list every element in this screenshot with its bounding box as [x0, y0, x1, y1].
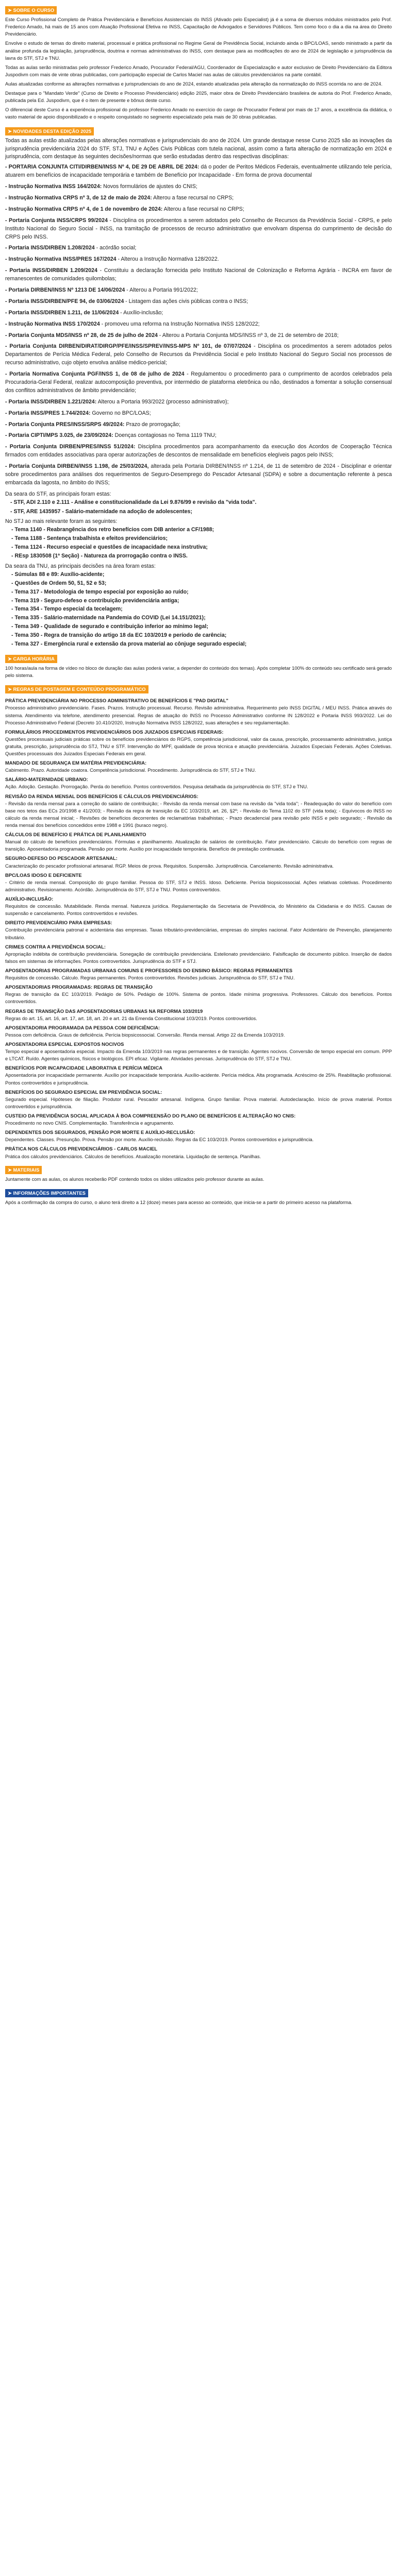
tnu-item: - Tema 349 - Qualidade de segurado e contribuição inferior ao mínimo legal;	[11, 623, 208, 630]
module-body: Prática dos cálculos previdenciários. Cálculos de benefícios. Atualização monetária. Liquidação de sentença. Planilhas.	[5, 1153, 261, 1159]
sobre-paragraph: O diferencial deste Curso é a experiência profissional do professor Frederico Amado no exercício do cargo de Procurador Federal por mais de 17 anos, a excelência da didática, o vasto material de apoio disponibilizado e o respeito conquistado no segmento especializado pela mais de 30 obras publicadas.	[5, 107, 392, 120]
module-title: AUXÍLIO-INCLUSÃO:	[5, 896, 54, 902]
novidade-item	[5, 298, 392, 306]
novidades-intro: Todas as aulas estão atualizadas pelas alterações normativas e jurisprudenciais do ano de 2024. Um grande destaque nesse Curso 2025 são as inovações da jurisprudência previdenciária 2024 do STF, STJ, TNU e Ações Civis Públicas com tutela nacional, assim como a farta alteração de normatização em 2024 e jurisprudência, com destaque às seguintes decisões/normas que serão estudadas dentro das respectivas disciplinas:	[5, 137, 392, 160]
stj-intro: No STJ ao mais relevante foram as seguintes:	[5, 518, 118, 525]
stf-line: - STF, ADI 2.110 e 2.111 - Análise e constitucionalidade da Lei 9.876/99 e revisão da "vida toda".	[10, 499, 257, 505]
novidade-item-title: - Portaria Normativa Conjunta PGF/INSS 1, de 08 de julho de 2024	[5, 371, 185, 378]
novidade-item-title: - Instrução Normativa CRPS nº 3, de 12 de maio de 2024:	[5, 194, 152, 201]
module-title: PRÁTICA PREVIDENCIÁRIA NO PROCESSO ADMINISTRATIVO DE BENEFÍCIOS E "PAD DIGITAL"	[5, 698, 228, 704]
module-title: CUSTEIO DA PREVIDÊNCIA SOCIAL APLICADA À BOA COMPREENSÃO DO PLANO DE BENEFÍCIOS E ALTERAÇÃO NO CNIS:	[5, 1112, 296, 1118]
novidade-item-text: - acórdão social;	[94, 245, 137, 251]
novidades-list	[5, 163, 392, 487]
novidade-item-text: Alterou a fase recursal no CRPS;	[162, 206, 244, 212]
module-title: BENEFÍCIOS DO SEGURADO ESPECIAL EM PREVIDÊNCIA SOCIAL:	[5, 1089, 162, 1095]
novidade-item-text: Alterou a Portaria 993/2022 (processo administrativo);	[96, 398, 229, 405]
novidade-item-text: - promoveu uma reforma na Instrução Normativa INSS 128/2022;	[100, 320, 260, 327]
novidade-item	[5, 256, 392, 264]
tnu-item: - Tema 319 - Seguro-defeso e contribuição previdenciária antiga;	[11, 597, 179, 604]
novidade-item-title: - Portaria Conjunta INSS/CRPS 99/2024	[5, 217, 108, 224]
section-novidades	[5, 123, 392, 649]
section-grade	[5, 681, 392, 1160]
module-title: APOSENTADORIAS PROGRAMADAS URBANAS COMUNS E PROFESSORES DO ENSINO BÁSICO: REGRAS PERMANENTES	[5, 968, 293, 973]
novidade-item	[5, 206, 392, 214]
novidade-item-text: - Disciplina os procedimentos a serem adotados pelos Departamentos de Perícia Médica Federal, pelo Conselho de Recursos da Previdência Social e pelo Instituto Nacional do Seguro Social nos processos de recurso administrativo, cujo objeto envolva análise médico-pericial;	[5, 343, 392, 366]
section-heading-materiais: ➤ MATERIAIS	[5, 1166, 42, 1174]
tnu-item: - Tema 327 - Emergência rural e extensão da prova material ao cônjuge segurado especial;	[11, 640, 247, 647]
module-title: REGRAS DE TRANSIÇÃO DAS APOSENTADORIAS URBANAS NA REFORMA 103/2019	[5, 1008, 203, 1014]
module-body: Questões processuais judiciais práticas sobre os benefícios previdenciários do RGPS, competência jurisdicional, valor da causa, prescrição, processamento administrativo, justiça gratuita, prescrição, jurisprudência do STJ, TNU e STF. Intervenção do MPF, qualidade de prova técnica e atuação previdenciária. Juizados Especiais Federais. Ações Coletivas. Questões processuais dos Juizados Especiais Federais em geral.	[5, 736, 392, 757]
module-body: Tempo especial e aposentadoria especial. Impacto da Emenda 103/2019 nas regras permanentes e de transição. Agentes nocivos. Conversão de tempo especial em comum. PPP e LTCAT. Ruído. Agentes químicos, físicos e biológicos. EPI eficaz. Vigilante. Atividades penosas. Jurisprudência do STF, STJ e TNU.	[5, 1048, 392, 1062]
novidade-item	[5, 267, 392, 283]
module-title: APOSENTADORIAS PROGRAMADAS: REGRAS DE TRANSIÇÃO	[5, 984, 153, 990]
module-title: DIREITO PREVIDENCIÁRIO PARA EMPRESAS:	[5, 920, 112, 926]
tnu-list	[5, 571, 392, 649]
module-body: Cabimento. Prazo. Autoridade coatora. Competência jurisdicional. Procedimento. Jurisprudência do STF, STJ e TNU.	[5, 767, 256, 773]
section-materiais	[5, 1162, 392, 1183]
module-body: Dependentes. Classes. Presunção. Prova. Pensão por morte. Auxílio-reclusão. Regras da EC 103/2019. Pontos controvertidos e jurisprudência.	[5, 1137, 314, 1143]
module-title: MANDADO DE SEGURANÇA EM MATÉRIA PREVIDENCIÁRIA:	[5, 760, 147, 766]
novidade-item-title: - Portaria Conjunta DIRBEN/INSS 1.198, de 25/03/2024,	[5, 463, 149, 470]
sobre-paragraph: Todas as aulas serão ministradas pelo professor Frederico Amado, Procurador Federal/AGU, Coordenador de Especialização e autor exclusivo de Direito Previdenciário da Editora Juspodivm com mais de vinte obras publicadas, com participação especial de Carlos Maciel nas aulas de cálculos previdenciários na parte contábil.	[5, 64, 392, 77]
stj-tema: - Tema 1124 - Recurso especial e questões de incapacidade nexa instrutiva;	[11, 544, 208, 551]
section-heading-importantes: ➤ INFORMAÇÕES IMPORTANTES	[5, 1189, 88, 1197]
module-title: REVISÃO DA RENDA MENSAL DOS BENEFÍCIOS E CÁLCULOS PREVIDENCIÁRIOS:	[5, 793, 198, 799]
novidade-item-title: - Portaria INSS/DIRBEN 1.208/2024	[5, 245, 95, 251]
section-heading-grade: ➤ REGRAS DE POSTAGEM E CONTEÚDO PROGRAMÁTICO	[5, 685, 148, 693]
module-body: - Critério de renda mensal. Composição do grupo familiar. Pessoa do STF, STJ e INSS. Idoso. Deficiente. Perícia biopsicossocial. Ações relativas coletivas. Procedimento administrativo. Revisionamento. Acórdão. Jurisprudência do STF, STJ e TNU. Pontos controvertidos.	[5, 879, 392, 892]
sobre-paragraph: Aulas atualizadas conforme as alterações normativas e jurisprudenciais do ano de 2024, estando atualizadas pela alteração da normatização do INSS ocorrida no ano de 2024.	[5, 80, 383, 87]
novidade-item-title: - Portaria INSS/DIRBEN 1.209/2024	[5, 267, 97, 274]
module-title: APOSENTADORIA PROGRAMADA DA PESSOA COM DEFICIÊNCIA:	[5, 1024, 160, 1030]
novidade-item-title: - Instrução Normativa INSS 170/2024	[5, 320, 100, 327]
sobre-paragraph: Destaque para o "Mandato Verde" (Curso de Direito e Processo Previdenciário) edição 2025, maior obra de Direito Previdenciário brasileira de autoria do Prof. Frederico Amado, publicada pela Ed. Juspodivm, que é o item de presente e bônus deste curso.	[5, 90, 392, 104]
novidade-item-text: Disciplina procedimentos para acompanhamento da execução dos Acordos de Cooperação Técnica firmados com entidades associativas para operar autorizações de descontos de mensalidade em benefícios elegíveis pagos pelo INSS;	[5, 444, 392, 459]
novidade-item	[5, 286, 392, 295]
stj-tema: - Tema 1140 - Reabrangência dos retro benefícios com DIB anterior a CF/1988;	[11, 527, 214, 533]
novidade-item	[5, 463, 392, 487]
module-body: Contribuição previdenciária patronal e acidentária das empresas. Taxas tributário-previdenciárias, empresas do simples nacional. Fator Acidentário de Prevenção, planejamento tributário.	[5, 927, 392, 940]
novidade-item	[5, 183, 392, 191]
novidade-item-text: - Listagem das ações civis públicas contra o INSS;	[124, 298, 249, 304]
novidade-item-title: - Portaria INSS/DIRBEN/PFE 94, de 03/06/2024	[5, 298, 124, 304]
section-sobre	[5, 2, 392, 121]
sobre-paragraph: Este Curso Profissional Completo de Prática Previdenciária e Benefícios Assistenciais do INSS (Ativado pelo Especialist) já é a soma de diversos módulos ministrados pelo Prof. Frederico Amado, há mais de 15 anos com Atuação Profissional Efetiva no INSS, Capacitação de Advogados e Servidores Públicos. Tem como foco o dia a dia na área do Direito Previdenciário.	[5, 16, 392, 37]
novidade-item-text: - Alterou a Portaria Conjunta MDS/INSS nº 3, de 21 de setembro de 2018;	[157, 332, 339, 338]
module-body: Ação. Adoção. Gestação. Prorrogação. Perda do benefício. Pontos controvertidos. Pesquisa detalhada da jurisprudência do STF, STJ e TNU.	[5, 784, 308, 790]
stj-tema: - REsp 1830508 (1ª Seção) - Natureza da prorrogação contra o INSS.	[11, 553, 188, 560]
stf-block	[5, 490, 392, 516]
novidade-item	[5, 217, 392, 242]
section-carga	[5, 651, 392, 679]
tnu-heading: Da seara da TNU, as principais decisões na área foram estas:	[5, 563, 156, 569]
section-heading-novidades: ➤ NOVIDADES DESTA EDIÇÃO 2025	[5, 127, 94, 135]
module-body: Procedimento no novo CNIS. Complementação. Transferência e agrupamento.	[5, 1120, 174, 1126]
novidade-item-title: - Portaria CIPTI/MPS 3.025, de 23/09/2024:	[5, 432, 113, 439]
novidade-item-text: - Auxílio-inclusão;	[119, 309, 163, 316]
novidade-item	[5, 194, 392, 202]
module-body: Regras do art. 15, art. 16, art. 17, art. 18, art. 20 e art. 21 da Emenda Constitucional 103/2019. Pontos controvertidos.	[5, 1015, 257, 1021]
novidade-item-title: - Portaria INSS/DIRBEN 1.221/2024:	[5, 398, 97, 405]
section-heading-sobre: ➤ SOBRE O CURSO	[5, 6, 57, 14]
tnu-item: - Tema 350 - Regra de transição do artigo 18 da EC 103/2019 e período de carência;	[11, 632, 227, 639]
novidade-item-title: - Portaria Conjunta DIRBEN/PRES/INSS 51/2024:	[5, 444, 136, 450]
stf-line: Da seara do STF, as principais foram estas:	[5, 490, 111, 497]
novidade-item-text: - Disciplinar e orientar sobre procedimentos para análises dos requerimentos de Seguro-Desemprego do Pescador Artesanal (SDPA) e sobre a documentação referente à pesca embarcada da lagosta, no âmbito do INSS;	[5, 463, 392, 486]
module-body: - Revisão da renda mensal para a correção do salário de contribuição; - Revisão da renda mensal com base na revisão da "vida toda"; - Readequação do valor do benefício com base nos tetos das ECs 20/1998 e 41/2003; - Revisão da regra de transição da EC 103/2019, art. 26, §2º; - Revisão do Tema 1102 do STF (vida toda); - Equívocos do INSS no cálculo da renda mensal inicial; - Revisões de benefícios decorrentes de reclamatórias trabalhistas; - Prazo decadencial para revisão pelo INSS e pelo segurado; - Revisão da renda mensal dos benefícios concedidos entre 1988 e 1991 (buraco negro).	[5, 800, 392, 828]
module-body: Processo administrativo previdenciário. Fases. Prazos. Instrução processual. Recurso. Revisão administrativa. Requerimento pelo INSS DIGITAL / MEU INSS. Prática através do sistema. Atendimento via telefone, atendimento presencial. Regras de atuação do INSS no Processo Administrativo conforme IN 128/2022 e Portaria INSS 993/2022. Lei do Processo Administrativo Federal (Decreto 10.410/2020, Instrução Normativa INSS 128/2022, suas alterações e seu regulamentação.	[5, 705, 392, 725]
module-title: CRIMES CONTRA A PREVIDÊNCIA SOCIAL:	[5, 943, 106, 950]
materiais-text: Juntamente com as aulas, os alunos receberão PDF contendo todos os slides utilizados pelo professor durante as aulas.	[5, 1176, 264, 1182]
module-title: PRÁTICA NOS CÁLCULOS PREVIDENCIÁRIOS - CARLOS MACIEL	[5, 1146, 157, 1152]
novidade-item	[5, 398, 392, 406]
novidade-item-text: alterada pela Portaria DIRBEN/INSS nº 1.214, de 11 de setembro de 2024	[148, 463, 336, 470]
novidade-item-title: - Instrução Normativa CRPS nº 4, de 1 de novembro de 2024:	[5, 206, 163, 212]
novidade-item-text: Doenças contagiosas no Tema 1119 TNU;	[113, 432, 217, 439]
novidade-item-title: - Portaria Conjunta DIRBEN/DIRAT/DIRGP/PFE/INSS/SPREV/INSS-MPS Nº 101, de 07/07/2024	[5, 343, 252, 350]
novidade-item-text: Alterou a fase recursal no CRPS;	[152, 194, 234, 201]
carga-text: 100 horas/aula na forma de vídeo no bloco de duração das aulas poderá variar, a depender do conteúdo dos temas). Após completar 100% do conteúdo seu certificado será gerado pelo sistema.	[5, 665, 392, 679]
novidade-item-title: - Portaria Conjunta PRES/INSS/SRPS 49/2024:	[5, 421, 125, 428]
module-body: Pessoa com deficiência. Graus de deficiência. Perícia biopsicossocial. Conversão. Renda mensal. Artigo 22 da Emenda 103/2019.	[5, 1031, 285, 1038]
page	[0, 0, 397, 1215]
tnu-item: - Tema 317 - Metodologia de tempo especial por exposição ao ruído;	[11, 588, 189, 595]
novidade-item	[5, 309, 392, 317]
novidade-item-text: Novos formulários de ajustes do CNIS;	[102, 183, 197, 190]
novidade-item-title: - Portaria INSS/DIRBEN 1.211, de 11/06/2024	[5, 309, 119, 316]
novidade-item-text: - Constituiu a declaração fornecida pelo Instituto Nacional de Colonização e Reforma Agrária - INCRA em favor de remanescentes de comunidades quilombolas;	[5, 267, 392, 282]
novidade-item	[5, 244, 392, 252]
tnu-item: - Tema 354 - Tempo especial da tecelagem;	[11, 606, 123, 613]
module-body: Aposentadoria por incapacidade permanente. Auxílio por incapacidade temporária. Auxílio-acidente. Perícia médica. Alta programada. Acréscimo de 25%. Reabilitação profissional. Pontos controvertidos e jurisprudência.	[5, 1072, 392, 1086]
novidade-item	[5, 343, 392, 367]
importantes-text: Após a confirmação da compra do curso, o aluno terá direito a 12 (doze) meses para acesso ao conteúdo, que inicia-se a partir do primeiro acesso na plataforma.	[5, 1199, 353, 1205]
novidade-item-title: - Instrução Normativa INSS 164/2024:	[5, 183, 102, 190]
module-body: Segurado especial. Hipóteses de filiação. Produtor rural. Pescador artesanal. Indígena. Grupo familiar. Prova material. Autodeclaração. Início de prova material. Pontos controvertidos e jurisprudência.	[5, 1096, 392, 1109]
novidade-item	[5, 421, 392, 429]
tnu-item: - Súmulas 88 e 89: Auxílio-acidente;	[11, 571, 105, 578]
module-body: Regras de transição da EC 103/2019. Pedágio de 50%. Pedágio de 100%. Sistema de pontos. Idade mínima progressiva. Professores. Cálculo dos benefícios. Pontos controvertidos.	[5, 991, 392, 1005]
novidade-item-title: - PORTARIA CONJUNTA CITI/DIRBEN/INSS Nº 4, DE 29 DE ABRIL DE 2024:	[5, 164, 200, 171]
novidade-item-text: dá o poder de Peritos Médicos Federais, eventualmente utilizando tele perícia, atuarem em benefícios de incapacidade temporária e também de Benefício por Incapacidade - Em forma de prova documental	[5, 164, 392, 179]
tnu-item: - Tema 335 - Salário-maternidade na Pandemia do COVID (Lei 14.151/2021);	[11, 615, 206, 621]
module-title: APOSENTADORIA ESPECIAL EXPOSTOS NOCIVOS	[5, 1041, 124, 1047]
module-body: Requisitos de concessão. Cálculo. Regras permanentes. Pontos controvertidos. Revisões judiciais. Jurisprudência do STF, STJ e TNU.	[5, 975, 295, 981]
novidade-item-text: - Alterou a Portaria 991/2022;	[125, 287, 198, 293]
module-title: SEGURO-DEFESO DO PESCADOR ARTESANAL:	[5, 855, 118, 861]
novidade-item-text: - Disciplina os procedimentos a serem adotados pelo Conselho de Recursos da Previdência Social - CRPS, e pelo Instituto Nacional do Seguro Social - INSS, na tramitação de processos de recurso administrativo que envolvam dispensa do cumprimento de decisão do CRPS pelo INSS.	[5, 217, 392, 240]
module-title: BENEFÍCIOS POR INCAPACIDADE LABORATIVA E PERÍCIA MÉDICA	[5, 1065, 163, 1071]
stj-temas	[5, 526, 392, 561]
module-title: BPC/LOAS IDOSO E DEFICIENTE	[5, 872, 82, 878]
novidade-item-title: - Portaria DIRBEN/INSS Nº 1213 DE 14/06/2024	[5, 287, 125, 293]
stj-tema: - Tema 1188 - Sentença trabalhista e efeitos previdenciários;	[11, 535, 168, 542]
module-title: SALÁRIO-MATERNIDADE URBANO:	[5, 776, 88, 783]
module-body: Apropriação indébita de contribuição previdenciária. Sonegação de contribuição previdenciária. Estelionato previdenciário. Falsificação de documento público. Inserção de dados falsos em sistemas de informações. Pontos controvertidos. Jurisprudência do STF e STJ.	[5, 951, 392, 964]
sobre-paragraph: Envolve o estudo de temas do direito material, processual e prática profissional no Regime Geral de Previdência Social, incluindo ainda o BPC/LOAS, sendo ministrado a partir da análise profunda da legislação, jurisprudência, doutrina e normas administrativas do INSS, com destaque para as modificações do ano de 2024 de legislação e jurisprudência da lavra do STF, STJ e TNU.	[5, 40, 392, 61]
novidade-item	[5, 443, 392, 460]
novidade-item-title: - Instrução Normativa INSS/PRES 167/2024	[5, 256, 117, 263]
module-title: FORMULÁRIOS PROCEDIMENTOS PREVIDENCIÁRIOS DOS JUIZADOS ESPECIAIS FEDERAIS:	[5, 728, 224, 735]
novidade-item-title: - Portaria Conjunta MDS/INSS nº 28, de 25 de julho de 2024	[5, 332, 158, 338]
module-body: Requisitos de concessão. Mutabilidade. Renda mensal. Natureza jurídica. Regulamentação da Secretaria de Previdência, do Ministério da Cidadania e do INSS. Causas de suspensão e cancelamento. Pontos controvertidos e revisões.	[5, 903, 392, 917]
module-body: Manual do cálculo de benefícios previdenciários. Fórmulas e planilhamento. Atualização de salários de contribuição. Fator previdenciário. Cálculo do benefício com regras de transição. Aposentadoria programada. Pensão por morte. Auxílio por incapacidade temporária. Benefício de prestação continuada.	[5, 839, 392, 852]
tnu-item: - Questões de Ordem 50, 51, 52 e 53;	[11, 580, 107, 586]
module-body: Caracterização do pescador profissional artesanal. RGP. Meios de prova. Requisitos. Suspensão. Jurisprudência. Cancelamento. Revisão administrativa.	[5, 862, 334, 869]
modules-list	[5, 697, 392, 1160]
novidade-item	[5, 320, 392, 329]
novidade-item-text: - Alterou a Instrução Normativa 128/2022.	[116, 256, 219, 263]
stf-line: - STF, ARE 1435957 - Salário-maternidade na adoção de adolescentes;	[10, 508, 192, 515]
novidade-item	[5, 332, 392, 340]
novidade-item	[5, 410, 392, 418]
novidade-item-title: - Portaria INSS/PRES 1.744/2024:	[5, 410, 91, 416]
module-title: DEPENDENTES DOS SEGURADOS, PENSÃO POR MORTE E AUXÍLIO-RECLUSÃO:	[5, 1129, 195, 1136]
module-title: CÁLCULOS DE BENEFÍCIO E PRÁTICA DE PLANILHAMENTO	[5, 832, 146, 838]
section-heading-carga: ➤ CARGA HORÁRIA	[5, 655, 57, 663]
novidade-item-text: Prazo de prorrogação;	[124, 421, 180, 428]
novidade-item-text: Governo no BPC/LOAS;	[90, 410, 151, 416]
novidade-item	[5, 370, 392, 395]
section-importantes	[5, 1185, 392, 1206]
novidade-item	[5, 432, 392, 440]
novidade-item-text: - Regulamentou o procedimento para o cumprimento de acordos celebrados pela Procuradoria-Geral Federal, realizar autocomposição preventiva, por intermédio de plataforma eletrônica ou não, destinados a fomentar a solução consensual dos conflitos administrativos de âmbito previdenciário;	[5, 371, 392, 394]
novidade-item	[5, 163, 392, 180]
